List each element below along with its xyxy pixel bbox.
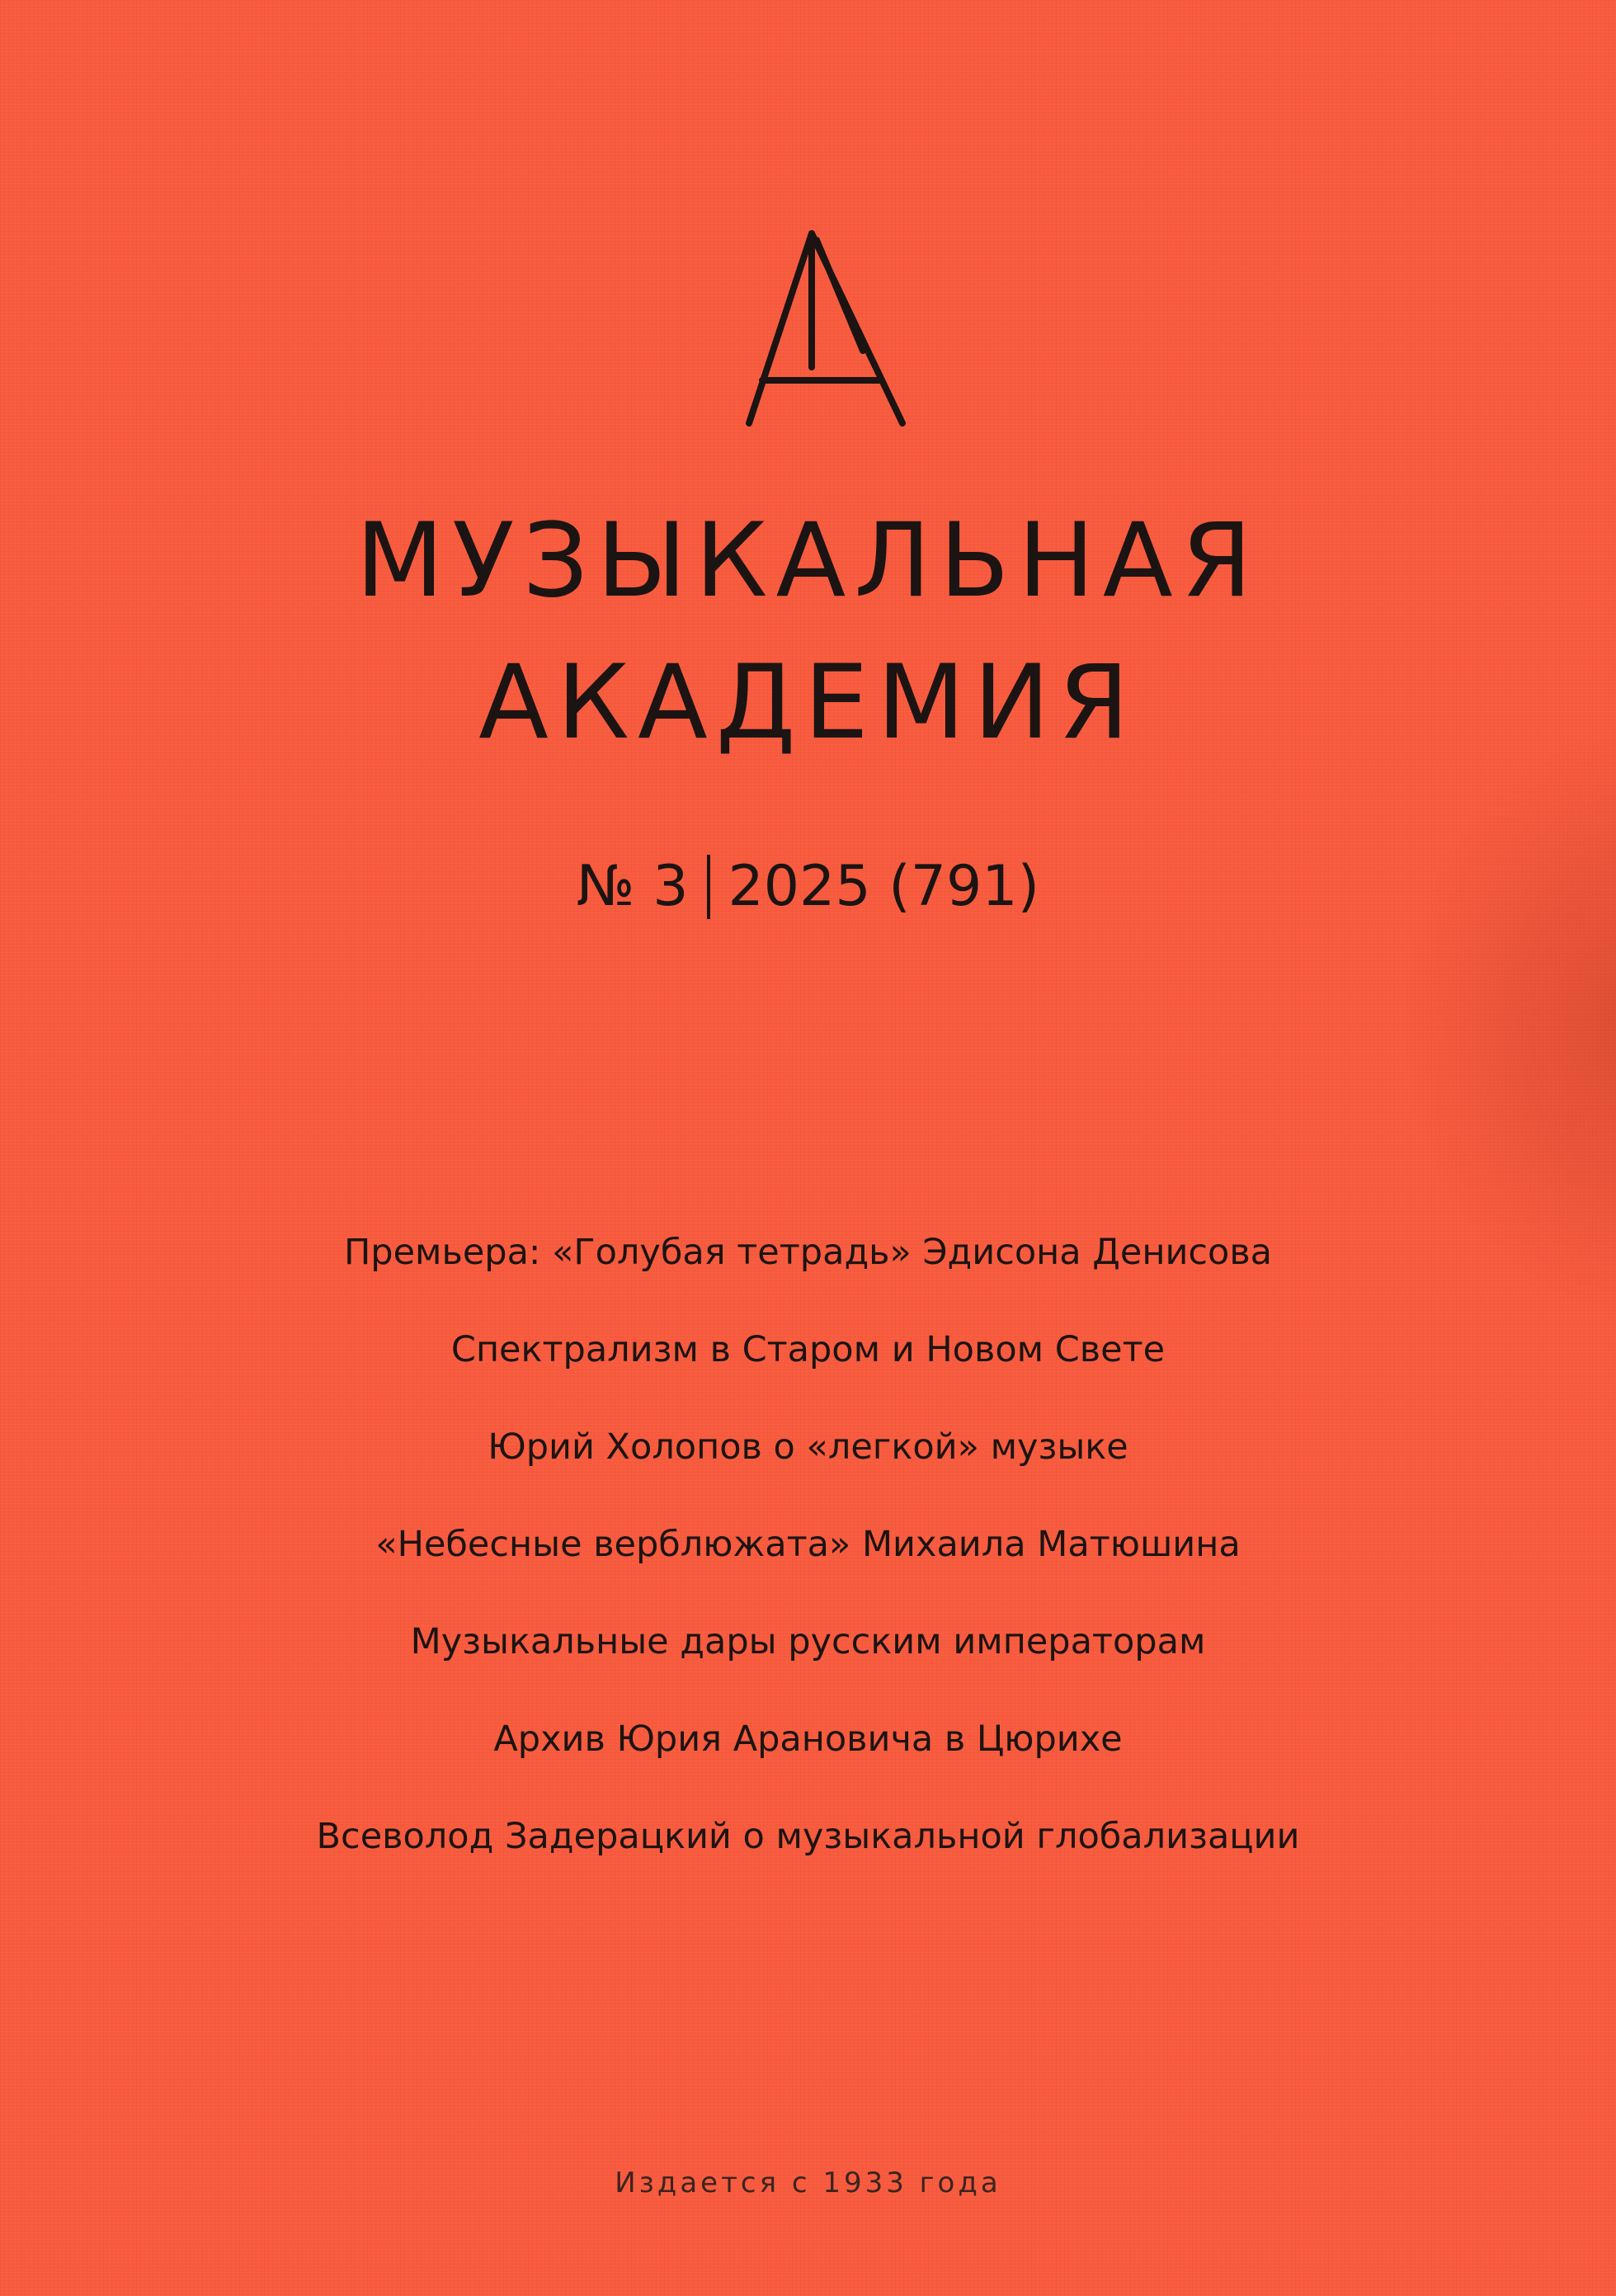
issue-info	[0, 850, 1616, 924]
issue-number: № 3	[576, 854, 689, 919]
headline-item: Премьера: «Голубая тетрадь» Эдисона Денисова	[343, 1232, 1273, 1273]
headline-list	[0, 1219, 1616, 1901]
issue-divider	[707, 855, 710, 919]
headline-item: Музыкальные дары русским императорам	[410, 1621, 1206, 1662]
headline-item: Юрий Холопов о «легкой» музыке	[488, 1426, 1128, 1468]
headline-item: Спектрализм в Старом и Новом Свете	[450, 1329, 1166, 1370]
headline-item: Всеволод Задерацкий о музыкальной глобализации	[316, 1816, 1300, 1857]
magazine-title-line-1: МУЗЫКАЛЬНАЯ	[356, 502, 1260, 620]
letter-a-monogram-icon	[739, 227, 908, 429]
publication-since-note: Издается с 1933 года	[615, 2166, 1001, 2199]
headline-item: Архив Юрия Арановича в Цюрихе	[493, 1718, 1123, 1760]
issue-year: 2025 (791)	[728, 854, 1040, 919]
headline-item: «Небесные верблюжата» Михаила Матюшина	[375, 1524, 1241, 1565]
magazine-title-line-2: АКАДЕМИЯ	[478, 644, 1138, 762]
